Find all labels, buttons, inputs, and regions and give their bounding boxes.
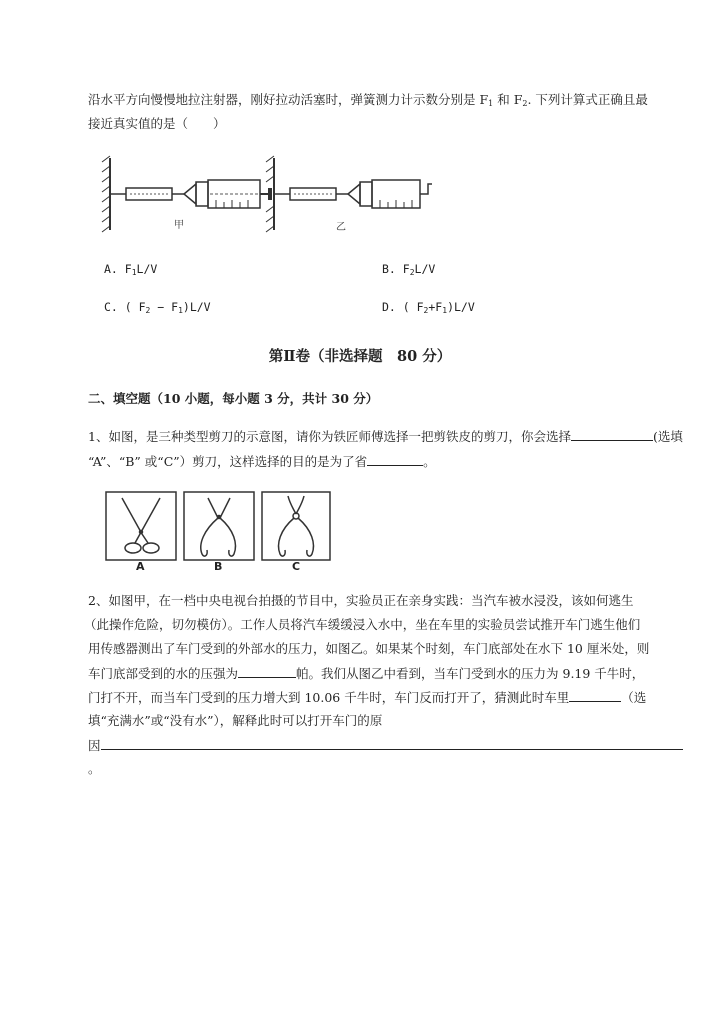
q2-line3: 用传感器测出了车门受到的外部水的压力，如图乙。如果某个时刻，车门底部处在水下 10 厘米处，则 bbox=[88, 641, 650, 656]
q2-line5: 门打不开，而当车门受到的压力增大到 10.06 千牛时，车门反而打开了，猜测此时车里 （选 bbox=[88, 690, 647, 705]
q2-line4: 车门底部受到的水的压强为 帕。我们从图乙中看到，当车门受到水的压力为 9.19 千牛时， bbox=[88, 666, 645, 681]
q1-answer-blank-1[interactable] bbox=[571, 428, 653, 441]
q1-line1: 1、如图，是三种类型剪刀的示意图，请你为铁匠师傅选择一把剪铁皮的剪刀，你会选择 (选填 bbox=[88, 429, 683, 444]
scissors-b-icon bbox=[201, 498, 236, 556]
scissors-a-icon bbox=[122, 498, 160, 553]
q2-answer-blank-1[interactable] bbox=[238, 665, 296, 678]
q-prev-line2: 接近真实值的是（ ） bbox=[88, 116, 226, 131]
scissors-figure bbox=[104, 490, 334, 572]
scissors-c-icon bbox=[279, 496, 314, 556]
option-d: D. ( $F_2+F_1)L/V$ bbox=[382, 300, 475, 315]
q2-line2: （此操作危险，切勿模仿）。工作人员将汽车缓缓浸入水中，坐在车里的实验员尝试推开车门逃生他们 bbox=[84, 617, 641, 632]
option-a: A. $F_1L/V$ bbox=[104, 262, 158, 277]
q2-line6: 填“充满水”或“没有水”），解释此时可以打开车门的原 bbox=[88, 713, 383, 728]
option-c: C. ( $F_2 - F_1)L/V$ bbox=[104, 300, 211, 315]
section-title: 二、填空题（10 小题，每小题 3 分，共计 30 分） bbox=[88, 391, 379, 406]
q1-answer-blank-2[interactable] bbox=[367, 453, 423, 466]
q1-line2: “A”、“B” 或“C”）剪刀，这样选择的目的是为了省 。 bbox=[88, 454, 436, 469]
fig-label-left: 甲 bbox=[174, 220, 184, 231]
q2-line7: 因 bbox=[88, 737, 683, 754]
part2-title: 第Ⅱ卷（非选择题 80 分） bbox=[268, 348, 452, 365]
q2-line8: 。 bbox=[88, 761, 101, 776]
fig-label-right: 乙 bbox=[336, 222, 346, 233]
q-prev-line1: 沿水平方向慢慢地拉注射器，刚好拉动活塞时，弹簧测力计示数分别是 $F_1$ 和 $F_2$. 下列计算式正确且最 bbox=[88, 92, 648, 108]
q2-line1: 2、如图甲，在一档中央电视台拍摄的节目中，实验员正在亲身实践：当汽车被水浸没，该如何逃生 bbox=[88, 593, 634, 608]
scissors-label-c: C bbox=[292, 560, 301, 572]
q2-answer-blank-3[interactable] bbox=[101, 737, 683, 750]
scissors-label-b: B bbox=[214, 560, 223, 572]
option-b: B. $F_2L/V$ bbox=[382, 262, 436, 277]
scissors-label-a: A bbox=[136, 560, 145, 572]
syringe-figure bbox=[96, 150, 436, 240]
q2-answer-blank-2[interactable] bbox=[569, 689, 621, 702]
